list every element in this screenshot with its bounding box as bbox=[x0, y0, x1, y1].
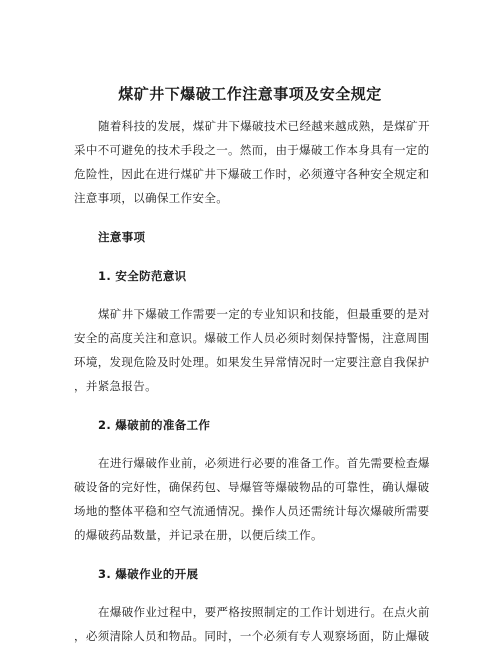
item-line: 煤矿井下爆破工作需要一定的专业知识和技能，但最重要的是对 bbox=[98, 307, 430, 321]
intro-line: 危险性，因此在进行煤矿井下爆破工作时，必须遵守各种安全规定和 bbox=[74, 167, 430, 181]
item-line: ，必须清除人员和物品。同时，一个必须有专人观察场面，防止爆破 bbox=[74, 629, 430, 643]
item-line: 安全的高度关注和意识。爆破工作人员必须时刻保持警惕，注意周围 bbox=[74, 331, 430, 345]
item-line: 在爆破作业过程中，要严格按照制定的工作计划进行。在点火前 bbox=[98, 605, 430, 619]
intro-line: 随着科技的发展，煤矿井下爆破技术已经越来越成熟，是煤矿开 bbox=[98, 119, 430, 133]
intro-line: 采中不可避免的技术手段之一。然而，由于爆破工作本身具有一定的 bbox=[74, 143, 430, 157]
item-line: 场地的整体平稳和空气流通情况。操作人员还需统计每次爆破所需要 bbox=[74, 504, 430, 518]
intro-line: 注意事项，以确保工作安全。 bbox=[74, 191, 229, 205]
item-line: ，并紧急报告。 bbox=[74, 379, 157, 393]
item-heading: 2. 爆破前的准备工作 bbox=[98, 418, 211, 432]
document-title: 煤矿井下爆破工作注意事项及安全规定 bbox=[118, 85, 382, 103]
item-line: 的爆破药品数量，并记录在册，以便后续工作。 bbox=[74, 528, 323, 542]
item-line: 破设备的完好性，确保药包、导爆管等爆破物品的可靠性，确认爆破 bbox=[74, 480, 430, 494]
item-heading: 1. 安全防范意识 bbox=[98, 269, 187, 283]
item-heading: 3. 爆破作业的开展 bbox=[98, 567, 199, 581]
section-heading: 注意事项 bbox=[98, 230, 146, 244]
item-line: 在进行爆破作业前，必须进行必要的准备工作。首先需要检查爆 bbox=[98, 456, 430, 470]
item-line: 环境，发现危险及时处理。如果发生异常情况时一定要注意自我保护 bbox=[74, 355, 430, 369]
